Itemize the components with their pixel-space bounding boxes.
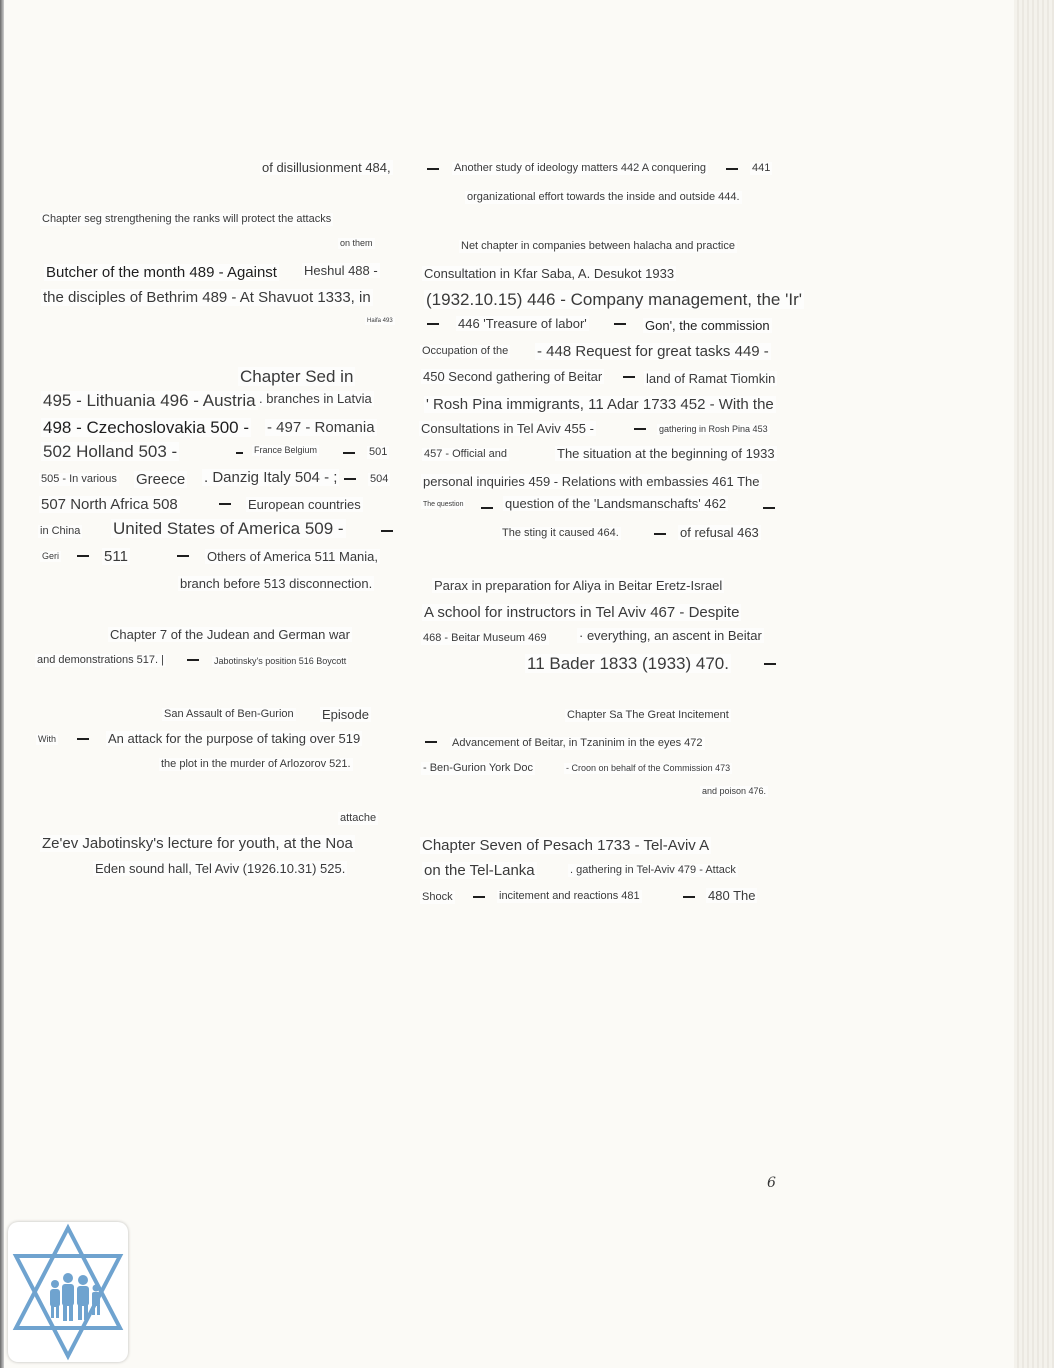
toc-line: The sting it caused 464. [502, 527, 619, 539]
toc-line: Chapter seg strengthening the ranks will protect the attacks [42, 213, 332, 225]
toc-line: ' Rosh Pina immigrants, 11 Adar 1733 452 - With the [426, 396, 774, 413]
toc-line: question of the 'Landsmanschafts' 462 [505, 496, 727, 511]
toc-line: (1932.10.15) 446 - Company management, the 'Ir' [426, 290, 802, 309]
toc-line: 501 [369, 446, 388, 458]
toc-line: Others of America 511 Mania, [207, 549, 379, 564]
toc-line: Consultation in Kfar Saba, A. Desukot 1933 [424, 266, 675, 281]
toc-line: in China [40, 525, 81, 537]
toc-line: 511 [104, 548, 128, 565]
toc-line: Shock [422, 891, 453, 903]
dash-mark [764, 663, 776, 665]
dash-mark [623, 376, 635, 378]
dash-mark [425, 741, 437, 743]
toc-line: . branches in Latvia [259, 391, 372, 406]
toc-line: Gon', the commission [645, 318, 770, 333]
toc-line: 504 [370, 473, 389, 485]
page-edge-right [1014, 0, 1054, 1368]
toc-line: and demonstrations 517. | [37, 654, 164, 666]
chapter-heading: Episode [322, 707, 369, 722]
dash-mark [654, 533, 666, 535]
toc-line: organizational effort towards the inside and outside 444. [467, 191, 740, 203]
toc-line: Geri [42, 551, 60, 561]
toc-line: 457 - Official and [424, 448, 507, 460]
toc-line: Haifa 493 [367, 318, 393, 324]
toc-line: With [38, 734, 56, 744]
toc-line: Another study of ideology matters 442 A conquering [454, 162, 706, 174]
dash-mark [177, 555, 189, 557]
toc-line: Occupation of the [422, 345, 509, 357]
toc-line: An attack for the purpose of taking over 519 [108, 731, 361, 746]
chapter-heading: Chapter Seven of Pesach 1733 - Tel-Aviv A [422, 837, 710, 854]
toc-line: European countries [248, 497, 361, 512]
toc-line: Ze'ev Jabotinsky's lecture for youth, at the Noa [42, 835, 353, 852]
toc-line: 468 - Beitar Museum 469 [423, 632, 547, 644]
chapter-heading: San Assault of Ben-Gurion [164, 708, 294, 720]
dash-mark [726, 168, 738, 170]
toc-line: Jabotinsky's position 516 Boycott [214, 656, 347, 666]
toc-line: branch before 513 disconnection. [180, 576, 373, 591]
star-of-david-family-icon [8, 1222, 128, 1362]
dash-mark [343, 452, 355, 454]
dash-mark [614, 323, 626, 325]
toc-line: - 497 - Romania [267, 419, 375, 436]
chapter-heading: Net chapter in companies between halacha and practice [461, 240, 735, 252]
chapter-heading: Chapter Sed in [240, 367, 354, 386]
toc-line: and poison 476. [702, 786, 767, 796]
dash-mark [634, 428, 646, 430]
toc-line: 507 North Africa 508 [41, 496, 178, 513]
dash-mark [77, 738, 89, 740]
chapter-heading: Chapter Sa The Great Incitement [567, 709, 729, 721]
toc-line: gathering in Rosh Pina 453 [659, 424, 768, 434]
toc-line: The question [423, 501, 464, 508]
dash-mark [763, 507, 775, 509]
chapter-heading: Chapter 7 of the Judean and German war [110, 627, 350, 642]
toc-line: Greece [136, 471, 186, 488]
toc-line: 11 Bader 1833 (1933) 470. [527, 654, 729, 673]
dash-mark [473, 896, 485, 898]
chapter-heading: Parax in preparation for Aliya in Beitar Eretz-Israel [434, 578, 723, 593]
toc-line: - 448 Request for great tasks 449 - [537, 343, 769, 360]
toc-line: · everything, an ascent in Beitar [579, 628, 762, 643]
dash-mark [219, 503, 231, 505]
toc-line: 502 Holland 503 - [43, 442, 178, 461]
toc-line: Butcher of the month 489 - Against [46, 264, 277, 281]
toc-line: of disillusionment 484, [262, 160, 391, 175]
toc-line: on them [340, 238, 373, 248]
toc-line: Advancement of Beitar, in Tzaninim in the eyes 472 [452, 737, 703, 749]
dash-mark [683, 896, 695, 898]
toc-line: 446 'Treasure of labor' [458, 316, 587, 331]
dash-mark [187, 659, 199, 661]
dash-mark [344, 478, 356, 480]
toc-line: The situation at the beginning of 1933 [557, 446, 775, 461]
toc-line: land of Ramat Tiomkin [646, 371, 776, 386]
toc-line: 450 Second gathering of Beitar [423, 369, 603, 384]
toc-line: personal inquiries 459 - Relations with embassies 461 The [423, 474, 760, 489]
toc-line: United States of America 509 - [113, 519, 344, 538]
dash-mark [481, 507, 493, 509]
toc-line: - Croon on behalf of the Commission 473 [566, 763, 731, 773]
toc-line: Consultations in Tel Aviv 455 - [421, 421, 594, 436]
dash-mark [236, 452, 243, 454]
logo [8, 1222, 128, 1362]
toc-line: Eden sound hall, Tel Aviv (1926.10.31) 525. [95, 861, 346, 876]
toc-line: of refusal 463 [680, 525, 759, 540]
page-number: 6 [767, 1175, 776, 1191]
toc-line: the disciples of Bethrim 489 - At Shavuot 1333, in [43, 289, 371, 306]
toc-line: . Danzig Italy 504 - ; [204, 469, 338, 486]
toc-line: 498 - Czechoslovakia 500 - [43, 418, 250, 437]
toc-line: . gathering in Tel-Aviv 479 - Attack [570, 864, 736, 876]
toc-line: 505 - In various [41, 473, 117, 485]
toc-line: A school for instructors in Tel Aviv 467 - Despite [424, 604, 740, 621]
toc-line: the plot in the murder of Arlozorov 521. [161, 758, 351, 770]
page-edge-left [0, 0, 4, 1368]
toc-line: 480 The [708, 888, 756, 903]
toc-line: 441 [752, 162, 771, 174]
toc-line: - Ben-Gurion York Doc [423, 762, 534, 774]
toc-line: France Belgium [254, 445, 318, 455]
dash-mark [427, 168, 439, 170]
toc-line: 495 - Lithuania 496 - Austria [43, 391, 256, 410]
toc-line: Heshul 488 - [304, 263, 378, 278]
dash-mark [427, 323, 439, 325]
dash-mark [381, 530, 393, 532]
toc-line: incitement and reactions 481 [499, 890, 640, 902]
dash-mark [77, 555, 89, 557]
toc-line: on the Tel-Lanka [424, 862, 535, 879]
toc-line: attache [340, 812, 377, 824]
